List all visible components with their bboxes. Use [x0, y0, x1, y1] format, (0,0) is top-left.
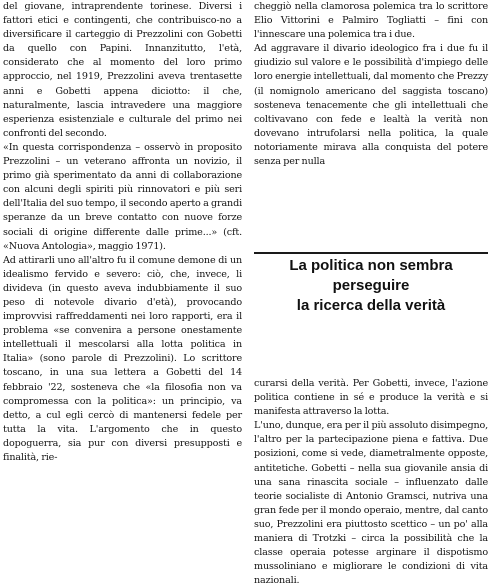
right-column-bottom — [254, 377, 488, 588]
paragraph: «In questa corrispondenza – osservò in proposito Prezzolini – un veterano affronta un novizio, il primo già sperimentato da anni di collaborazione con alcuni degli spiriti più rinnovatori e più seri dell'Italia del suo tempo, il secondo aperto a grandi speranze da un breve contatto con nuove forze sociali di origine differente dalle prime...» (cft. «Nuova Antologia», maggio 1971). — [3, 141, 242, 252]
headline-divider — [254, 252, 488, 254]
left-column — [3, 0, 242, 465]
headline-line: la ricerca della verità — [296, 297, 446, 314]
right-column-top — [254, 0, 488, 169]
headline-line: La politica non sembra — [289, 257, 453, 274]
paragraph: Ad aggravare il divario ideologico fra i due fu il giudizio sul valore e le possibilità d'impiego delle loro energie intellettuali, dal momento che Prezzy (il nomignolo americano del saggista toscano) sosteneva tenacemente che gli intellettuali che coltivavano con fede e lealtà la verità non dovevano intrufolarsi nella politica, la quale notoriamente mirava alla conquista del potere senza per nulla — [254, 43, 488, 168]
paragraph: curarsi della verità. Per Gobetti, invece, l'azione politica contiene in sé e produce la verità e si manifesta attraverso la lotta. — [254, 378, 488, 418]
paragraph: del giovane, intraprendente torinese. Diversi i fattori etici e contingenti, che contribuisco-no a diversificare il carteggio di Prezzolini con Gobetti da quello con Papini. Innanzitutto, l'età, considerato che al momento del loro primo approccio, nel 1919, Prezzolini aveva trentasette anni e Gobetti appena diciotto: il che, naturalmente, lascia intravedere una maggiore esperienza esistenziale e culturale del primo nei confronti del secondo. — [3, 1, 242, 139]
section-headline — [254, 256, 488, 316]
paragraph: cheggiò nella clamorosa polemica tra lo scrittore Elio Vittorini e Palmiro Togliatti – fini con l'innescare una polemica tra i due. — [254, 1, 488, 41]
paragraph: Ad attirarli uno all'altro fu il comune demone di un idealismo fervido e severo: ciò, che, invece, li divideva (in questo aveva indubbiamente il suo peso di notevole divario d'età), provocando improvvisi raffreddamenti nei loro rapporti, era il problema «se convenira a persone onestamente intellettuali il mescolarsi alla lotta politica in Italia» (sono parole di Prezzolini). Lo scrittore toscano, in una sua lettera a Gobetti del 14 febbraio '22, sosteneva che «la filosofia non va compromessa con la politica»: un principio, va detto, a cul egli cercò di mantenersi fedele per tutta la vita. L'argomento che in questo dopoguerra, sia pur con diversi presupposti e finalità, rie- — [3, 254, 242, 463]
paragraph: L'uno, dunque, era per il più assoluto disimpegno, l'altro per la partecipazione piena e fattiva. Due posizioni, come si vede, diametralmente opposte, antitetiche. Gobetti – nella sua giovanile ansia di una sana rinascita sociale – influenzato dalle teorie socialiste di Antonio Gramsci, nutriva una gran fede per il mondo operaio, mentre, dal canto suo, Prezzolini era piuttosto scettico – un po' alla maniera di Trotzki – circa la possibilità che la classe operaia potesse arginare il dispotismo mussoliniano e migliorare le condizioni di vita nazionali. — [254, 420, 488, 587]
headline-line: perseguire — [332, 277, 410, 294]
